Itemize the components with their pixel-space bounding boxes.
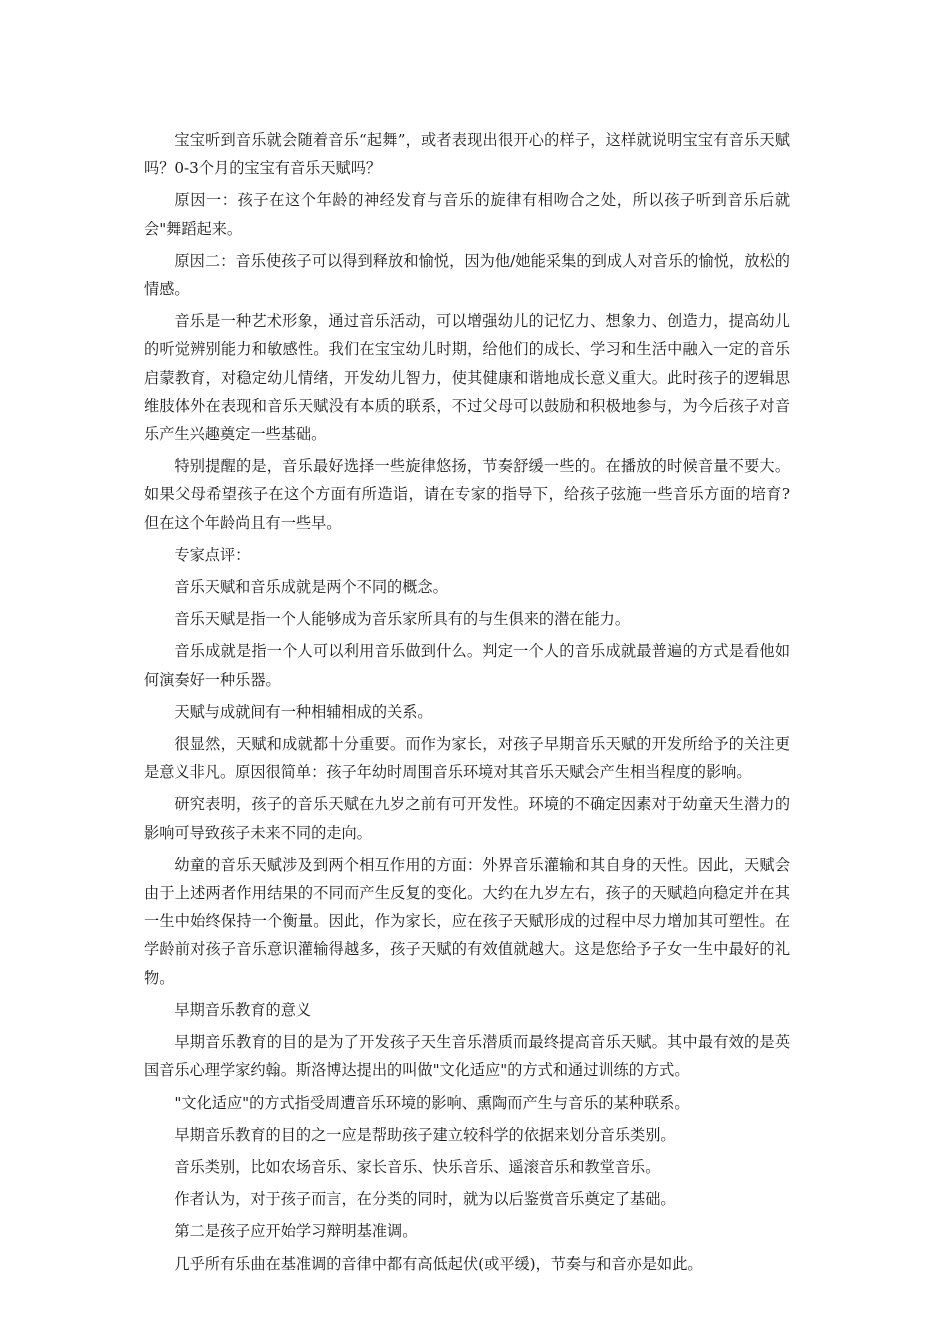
paragraph-intro-question: 宝宝听到音乐就会随着音乐“起舞”，或者表现出很开心的样子，这样就说明宝宝有音乐天赋吗？0-3个月的宝宝有音乐天赋吗？: [144, 131, 790, 178]
paragraph-talent-definition: 音乐天赋是指一个人能够成为音乐家所具有的与生俱来的潜在能力。: [174, 610, 631, 629]
paragraph-research: 研究表明，孩子的音乐天赋在九岁之前有可开发性。环境的不确定因素对于幼童天生潜力的影响可导致孩子未来不同的走向。: [144, 795, 790, 842]
paragraph-cultural-adaptation: "文化适应"的方式指受周遭音乐环境的影响、熏陶而产生与音乐的某种联系。: [174, 1093, 690, 1112]
paragraph-importance: 很显然，天赋和成就都十分重要。而作为家长，对孩子早期音乐天赋的开发所给予的关注更是意义非凡。原因很简单：孩子年幼时周围音乐环境对其音乐天赋会产生相当程度的影响。: [144, 735, 790, 782]
paragraph-early-education-purpose: 早期音乐教育的目的是为了开发孩子天生音乐潜质而最终提高音乐天赋。其中最有效的是英国音乐心理学家约翰。斯洛博达提出的叫做"文化适应"的方式和通过训练的方式。: [144, 1033, 790, 1080]
paragraph-author-view: 作者认为，对于孩子而言，在分类的同时，就为以后鉴赏音乐奠定了基础。: [174, 1190, 676, 1209]
paragraph-two-aspects: 幼童的音乐天赋涉及到两个相互作用的方面：外界音乐灌输和其自身的天性。因此，天赋会由于上述两者作用结果的不同而产生反复的变化。大约在九岁左右，孩子的天赋趋向稳定并在其一生中始终保持一个衡量。因此，作为家长，应在孩子天赋形成的过程中尽力增加其可塑性。在学龄前对孩子音乐意识灌输得越多，孩子天赋的有效值就越大。这是您给予子女一生中最好的礼物。: [144, 855, 790, 987]
paragraph-expert-comment-heading: 专家点评：: [174, 545, 251, 564]
paragraph-classification-goal: 早期音乐教育的目的之一应是帮助孩子建立较科学的依据来划分音乐类别。: [174, 1125, 676, 1144]
paragraph-section-heading: 早期音乐教育的意义: [174, 1000, 312, 1019]
paragraph-base-key: 几乎所有乐曲在基准调的音律中都有高低起伏(或平缓)，节奏与和音亦是如此。: [174, 1254, 703, 1273]
paragraph-concepts: 音乐天赋和音乐成就是两个不同的概念。: [174, 578, 448, 597]
paragraph-reason-two: 原因二：音乐使孩子可以得到释放和愉悦，因为他/她能采集的到成人对音乐的愉悦，放松的情感。: [144, 251, 790, 299]
paragraph-relationship: 天赋与成就间有一种相辅相成的关系。: [174, 702, 433, 721]
paragraph-music-art: 音乐是一种艺术形象，通过音乐活动，可以增强幼儿的记忆力、想象力、创造力，提高幼儿的听觉辨别能力和敏感性。我们在宝宝幼儿时期，给他们的成长、学习和生活中融入一定的音乐启蒙教育，对稳定幼儿情绪，开发幼儿智力，使其健康和谐地成长意义重大。此时孩子的逻辑思维肢体外在表现和音乐天赋没有本质的联系，不过父母可以鼓励和积极地参与，为今后孩子对音乐产生兴趣奠定一些基础。: [144, 312, 790, 444]
paragraph-special-reminder: 特别提醒的是，音乐最好选择一些旋律悠扬，节奏舒缓一些的。在播放的时候音量不要大。如果父母希望孩子在这个方面有所造诣，请在专家的指导下，给孩子弦施一些音乐方面的培育?但在这个年龄尚且有一些早。: [144, 457, 790, 532]
paragraph-music-categories: 音乐类别，比如农场音乐、家长音乐、快乐音乐、遥滚音乐和教堂音乐。: [174, 1157, 661, 1176]
paragraph-second-point: 第二是孩子应开始学习辩明基准调。: [174, 1222, 418, 1241]
paragraph-reason-one: 原因一：孩子在这个年龄的神经发育与音乐的旋律有相吻合之处，所以孩子听到音乐后就会"舞蹈起来。: [144, 191, 790, 238]
paragraph-achievement-definition: 音乐成就是指一个人可以利用音乐做到什么。判定一个人的音乐成就最普遍的方式是看他如何演奏好一种乐器。: [144, 642, 790, 689]
